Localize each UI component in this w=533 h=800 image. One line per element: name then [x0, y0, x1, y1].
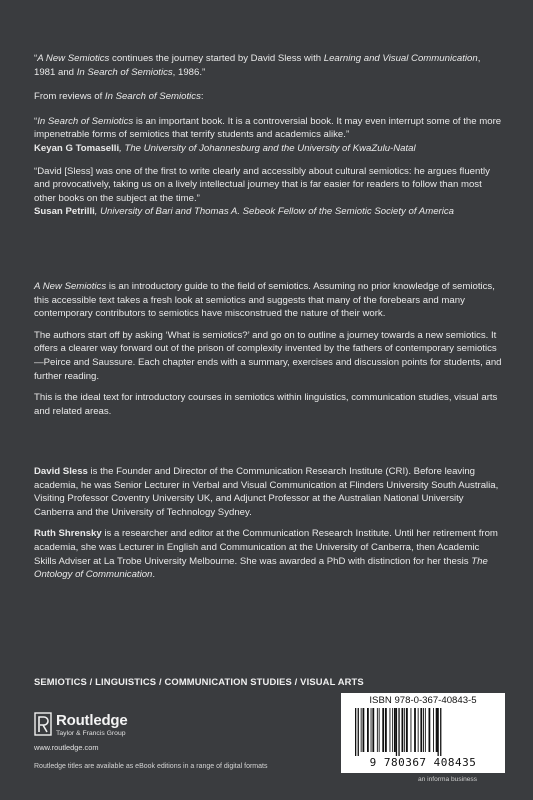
quote-text: is an important book. It is a controversial book. It may even interrupt some of the more impenetrable forms of semiotics that terrify students and academics alike. — [34, 115, 502, 141]
author-name: David Sless — [34, 466, 88, 477]
description-section — [34, 280, 504, 418]
isbn-barcode — [341, 693, 505, 773]
reviewer-affiliation: , University of Bari and Thomas A. Sebeok Fellow of the Semiotic Society of America — [94, 206, 454, 218]
author-bio-2 — [34, 527, 504, 581]
intro-text: continues the journey started by David Sless with — [109, 53, 324, 64]
book-title: Learning and Visual Communication — [323, 53, 478, 64]
author-name: Ruth Shrensky — [34, 528, 102, 540]
book-title: In Search of Semiotics — [76, 66, 173, 78]
publisher-name: Routledge — [56, 712, 128, 729]
quote-text: David [Sless] was one of the first to write clearly and accessibly about cultural semiotics: he argues fluently and provocatively, taking us on a lively intellectual journey that is far easier for readers to follow than most other books on the subject at the time. — [34, 165, 490, 204]
author-bio-text: is a researcher and editor at the Communication Research Institute. Until her retirement from academia, she was Lecturer in English and Communication at the University of Canberra, then Academic Skills Adviser at La Trobe University Melbourne. She was awarded a PhD with distinction for her thesis — [34, 528, 498, 567]
quote-1: “In Search of Semiotics is an important book. It is a controversial book. It may even interrupt some of the more impenetrable forms of semiotics that terrify students and academics alike.” — [34, 115, 502, 141]
intro-paragraph: “A New Semiotics continues the journey started by David Sless with Learning and Visual Communication, 1981 and In Search of Semiotics, 1986.” — [34, 53, 481, 78]
reviews-lead — [34, 90, 504, 104]
description-text: is an introductory guide to the field of semiotics. Assuming no prior knowledge of semiotics, this accessible text takes a fresh look at semiotics and suggests that many of the forebears and many contemporary contributors to semiotics have misconstrued the nature of their work. — [34, 281, 495, 320]
reviews-colon: : — [200, 91, 204, 103]
publisher-group: Taylor & Francis Group — [56, 730, 126, 737]
reviewer-name: Keyan G Tomaselli — [34, 142, 120, 154]
quote-2-attribution — [34, 205, 504, 219]
book-title: A New Semiotics — [37, 53, 110, 64]
routledge-logo-icon — [34, 712, 52, 736]
description-p2: The authors start off by asking ‘What is semiotics?’ and go on to outline a journey towards a new semiotics. It offers a clearer way forward out of the prison of complexity invented by the fathers of contemporary semiotics—Peirce and Saussure. Each chapter ends with a summary, exercises and discussion points for students, and further reading. — [34, 329, 502, 382]
author-bio-1 — [34, 465, 504, 519]
reviewer-affiliation: , The University of Johannesburg and the University of KwaZulu-Natal — [119, 142, 416, 154]
authors-section — [34, 465, 504, 582]
quote-2: “David [Sless] was one of the first to write clearly and accessibly about cultural semiotics: he argues fluently and provocatively, taking us on a lively intellectual journey that is far easier for readers to follow than most other books on the subject at the time.” — [34, 165, 490, 204]
book-title: In Search of Semiotics — [104, 91, 201, 103]
description-p3: This is the ideal text for introductory courses in semiotics within linguistics, communication studies, visual arts and related areas. — [34, 392, 498, 417]
intro-text: , 1981 and — [34, 53, 481, 78]
subject-categories: SEMIOTICS / LINGUISTICS / COMMUNICATION STUDIES / VISUAL ARTS — [34, 676, 364, 687]
informa-note: an informa business — [418, 776, 478, 783]
book-title: In Search of Semiotics — [37, 115, 134, 127]
book-title: A New Semiotics — [34, 281, 107, 292]
intro-text: , 1986. — [172, 66, 203, 78]
quote-1-attribution — [34, 142, 504, 156]
barcode-bars — [353, 708, 493, 756]
publisher-website[interactable]: www.routledge.com — [34, 743, 99, 752]
isbn-label: ISBN 978-0-367-40843-5 — [369, 695, 477, 706]
praise-section — [34, 52, 504, 219]
barcode-digits: 9 780367 408435 — [369, 756, 477, 769]
author-bio-text: is the Founder and Director of the Communication Research Institute (CRI). Before leaving academia, he was Senior Lecturer in Verbal and Visual Communication at Flinders University South Australia, Visiting Professor Coventry University UK, and Adjunct Professor at the Australian National University Canberra and the University of Technology Sydney. — [34, 466, 499, 518]
reviewer-name: Susan Petrilli — [34, 206, 95, 218]
thesis-title: The Ontology of Communication — [34, 555, 488, 581]
reviews-lead-text: From reviews of — [34, 91, 105, 103]
description-p1 — [34, 280, 504, 321]
author-bio-end: . — [152, 569, 156, 581]
ebook-note: Routledge titles are available as eBook editions in a range of digital formats — [34, 763, 268, 770]
